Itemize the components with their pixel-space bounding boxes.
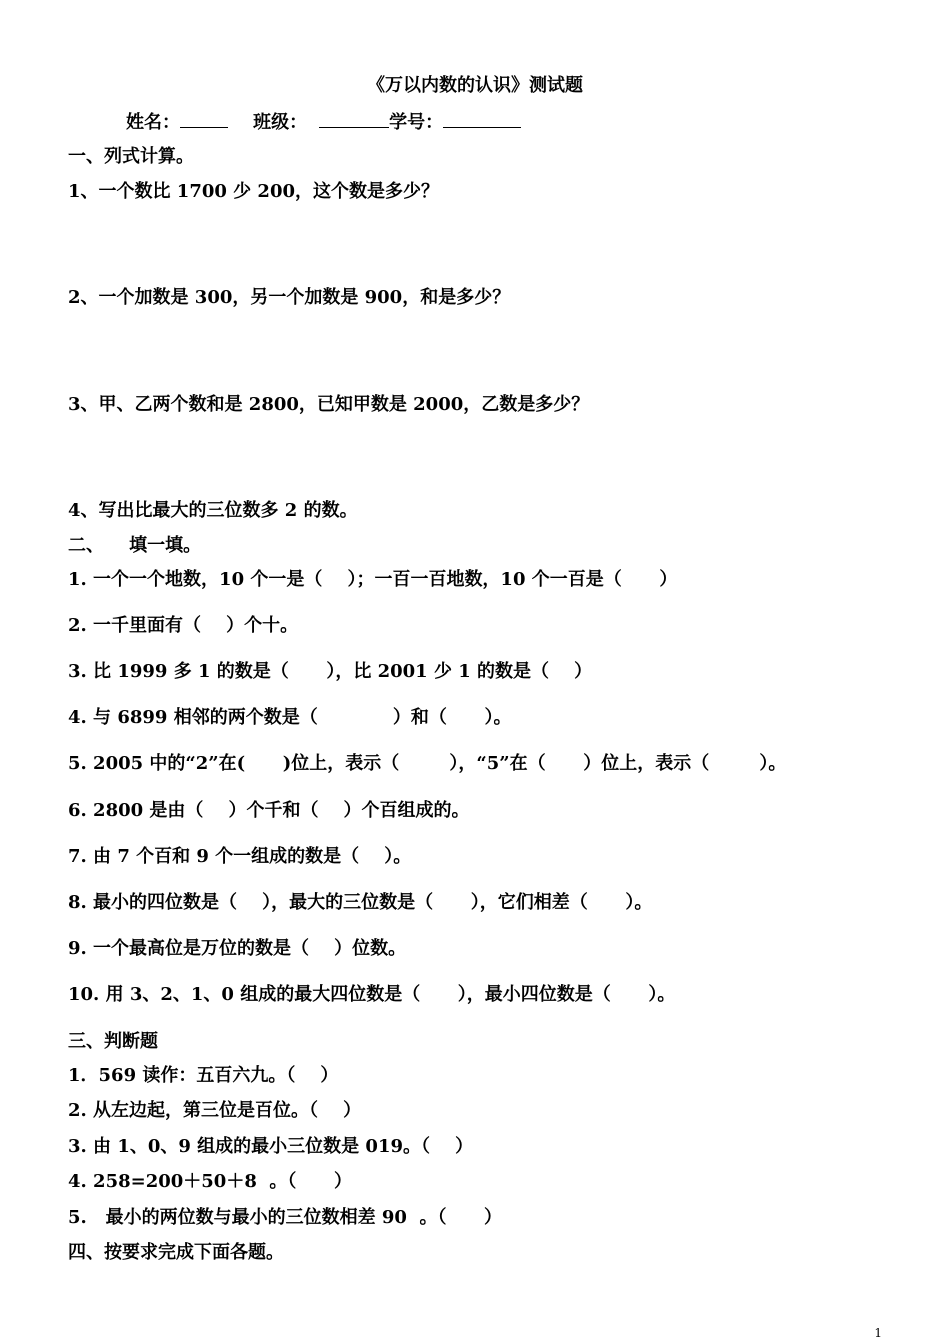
s3-question-2: 2. 从左边起，第三位是百位。（ ） <box>68 1100 362 1121</box>
s3-question-1: 1．569 读作：五百六九。（ ） <box>68 1065 339 1086</box>
s2-question-5: 5. 2005 中的“2”在( )位上，表示（ ），“5”在（ ）位上，表示（ ）。 <box>68 753 787 774</box>
name-label: 姓名： <box>126 112 180 133</box>
class-label: 班级： <box>253 112 308 133</box>
s2-question-2: 2. 一千里面有（ ）个十。 <box>68 615 299 636</box>
id-blank[interactable] <box>443 109 521 128</box>
s1-question-4: 4、写出比最大的三位数多 2 的数。 <box>68 500 358 521</box>
section-2-heading: 二、 填一填。 <box>68 535 202 556</box>
s3-question-5: 5. 最小的两位数与最小的三位数相差 90 。（ ） <box>68 1207 503 1228</box>
s2-question-9: 9. 一个最高位是万位的数是（ ）位数。 <box>68 938 407 959</box>
student-info-line <box>126 109 521 135</box>
s2-question-3: 3. 比 1999 多 1 的数是（ ），比 2001 少 1 的数是（ ） <box>68 661 593 682</box>
page-number: 1 <box>874 1326 882 1340</box>
page-title: 《万以内数的认识》测试题 <box>367 75 583 96</box>
section-3-heading: 三、判断题 <box>68 1031 158 1052</box>
s1-question-3: 3、甲、乙两个数和是 2800，已知甲数是 2000，乙数是多少？ <box>68 394 590 415</box>
s3-question-4: 4. 258=200＋50＋8 。（ ） <box>68 1171 352 1192</box>
name-blank[interactable] <box>180 109 228 128</box>
s1-question-1: 1、一个数比 1700 少 200，这个数是多少？ <box>68 181 439 202</box>
class-blank[interactable] <box>319 109 389 128</box>
section-4-heading: 四、按要求完成下面各题。 <box>68 1242 284 1263</box>
id-label: 学号： <box>389 112 444 133</box>
s2-question-7: 7. 由 7 个百和 9 个一组成的数是（ ）。 <box>68 846 412 867</box>
s2-question-1: 1. 一个一个地数，10 个一是（ ）；一百一百地数，10 个一百是（ ） <box>68 569 678 590</box>
s3-question-3: 3. 由 1、0、9 组成的最小三位数是 019。（ ） <box>68 1136 474 1157</box>
s2-question-8: 8. 最小的四位数是（ ），最大的三位数是（ ），它们相差（ ）。 <box>68 892 653 913</box>
section-1-heading: 一、列式计算。 <box>68 146 194 167</box>
s2-question-6: 6. 2800 是由（ ）个千和（ ）个百组成的。 <box>68 800 470 821</box>
s2-question-4: 4. 与 6899 相邻的两个数是（ ）和（ ）。 <box>68 707 512 728</box>
s2-question-10: 10. 用 3、2、1、0 组成的最大四位数是（ ），最小四位数是（ ）。 <box>68 984 676 1005</box>
s1-question-2: 2、一个加数是 300，另一个加数是 900，和是多少？ <box>68 287 511 308</box>
